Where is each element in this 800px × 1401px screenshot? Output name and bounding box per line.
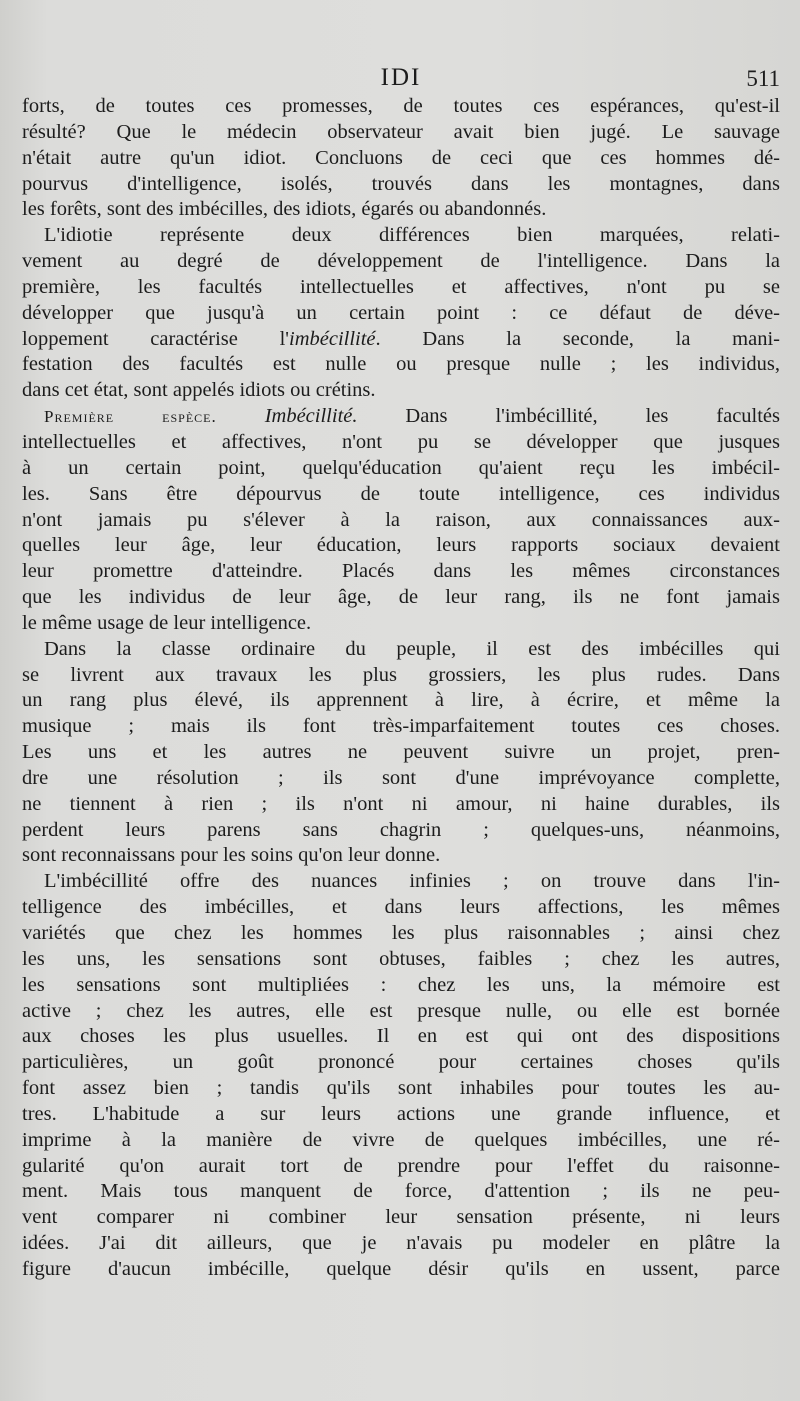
text-line: Première espèce. Imbécillité. Dans l'imbécillité, les facultés [44, 405, 781, 428]
text-line: quelles leur âge, leur éducation, leurs rapports sociaux devaient [22, 534, 780, 557]
text-line: les forêts, sont des imbécilles, des idiots, égarés ou abandonnés. [22, 198, 547, 221]
text-line: les uns, les sensations sont obtuses, faibles ; chez les autres, [22, 947, 780, 970]
text-line: n'ont jamais pu s'élever à la raison, aux connaissances aux- [22, 508, 780, 531]
text-line: dre une résolution ; ils sont d'une imprévoyance complette, [22, 766, 780, 789]
text-line: particulières, un goût prononcé pour certaines choses qu'ils [22, 1051, 780, 1074]
text-line: leur promettre d'atteindre. Placés dans les mêmes circonstances [22, 560, 780, 583]
text-line: première, les facultés intellectuelles et affectives, n'ont pu se [22, 275, 780, 298]
text-line: L'imbécillité offre des nuances infinies ; on trouve dans l'in- [44, 870, 780, 893]
text-line: tres. L'habitude a sur leurs actions une grande influence, et [22, 1102, 780, 1125]
text-line: ment. Mais tous manquent de force, d'attention ; ils ne peu- [22, 1180, 780, 1203]
text-line: ne tiennent à rien ; ils n'ont ni amour, ni haine durables, ils [22, 792, 780, 815]
text-line: aux choses les plus usuelles. Il en est qui ont des dispositions [22, 1025, 780, 1048]
text-line: variétés que chez les hommes les plus raisonnables ; ainsi chez [22, 922, 780, 944]
text-line: telligence des imbécilles, et dans leurs affections, les mêmes [22, 896, 780, 919]
text-line: intellectuelles et affectives, n'ont pu se développer que jusques [22, 430, 780, 453]
text-line: dans cet état, sont appelés idiots ou crétins. [22, 379, 376, 402]
text-line: se livrent aux travaux les plus grossiers, les plus rudes. Dans [22, 663, 780, 686]
text-line: vement au degré de développement de l'intelligence. Dans la [22, 250, 780, 273]
text-line: L'idiotie représente deux différences bien marquées, relati- [44, 224, 780, 247]
text-line: perdent leurs parens sans chagrin ; quelques-uns, néanmoins, [22, 818, 780, 841]
text-line: loppement caractérise l'imbécillité. Dans la seconde, la mani- [22, 327, 780, 350]
text-line: à un certain point, quelqu'éducation qu'aient reçu les imbécil- [22, 456, 780, 479]
text-line: festation des facultés est nulle ou presque nulle ; les individus, [22, 353, 780, 376]
text-line: les. Sans être dépourvus de toute intelligence, ces individus [22, 482, 780, 505]
text-line: pourvus d'intelligence, isolés, trouvés dans les montagnes, dans [22, 172, 780, 195]
text-line: imprime à la manière de vivre de quelques imbécilles, une ré- [22, 1128, 780, 1151]
body-text [22, 94, 780, 1283]
text-line: Les uns et les autres ne peuvent suivre un projet, pren- [22, 741, 780, 764]
text-line: développer que jusqu'à un certain point : ce défaut de déve- [22, 301, 780, 324]
text-line: les sensations sont multipliées : chez les uns, la mémoire est [22, 973, 780, 996]
text-line: un rang plus élevé, ils apprennent à lire, à écrire, et même la [22, 689, 780, 712]
text-line: vent comparer ni combiner leur sensation présente, ni leurs [22, 1206, 780, 1229]
text-line: figure d'aucun imbécille, quelque désir qu'ils en ussent, parce [22, 1257, 780, 1280]
text-line: que les individus de leur âge, de leur rang, ils ne font jamais [22, 586, 780, 609]
page-number: 511 [746, 66, 780, 91]
running-head [22, 64, 780, 94]
text-line: gularité qu'on aurait tort de prendre pour l'effet du raisonne- [22, 1154, 780, 1177]
text-line: musique ; mais ils font très-imparfaitement toutes ces choses. [22, 715, 780, 738]
text-line: Dans la classe ordinaire du peuple, il est des imbécilles qui [44, 637, 780, 660]
text-line: sont reconnaissans pour les soins qu'on leur donne. [22, 844, 441, 867]
text-line: font assez bien ; tandis qu'ils sont inhabiles pour toutes les au- [22, 1077, 780, 1100]
text-line: le même usage de leur intelligence. [22, 611, 312, 634]
text-line: active ; chez les autres, elle est presque nulle, ou elle est bornée [22, 999, 780, 1022]
running-title: IDI [380, 64, 422, 91]
text-line: n'était autre qu'un idiot. Concluons de ceci que ces hommes dé- [22, 146, 780, 169]
text-line: forts, de toutes ces promesses, de toutes ces espérances, qu'est-il [22, 95, 780, 117]
text-line: résulté? Que le médecin observateur avait bien jugé. Le sauvage [22, 120, 780, 143]
text-line: idées. J'ai dit ailleurs, que je n'avais pu modeler en plâtre la [22, 1232, 780, 1255]
